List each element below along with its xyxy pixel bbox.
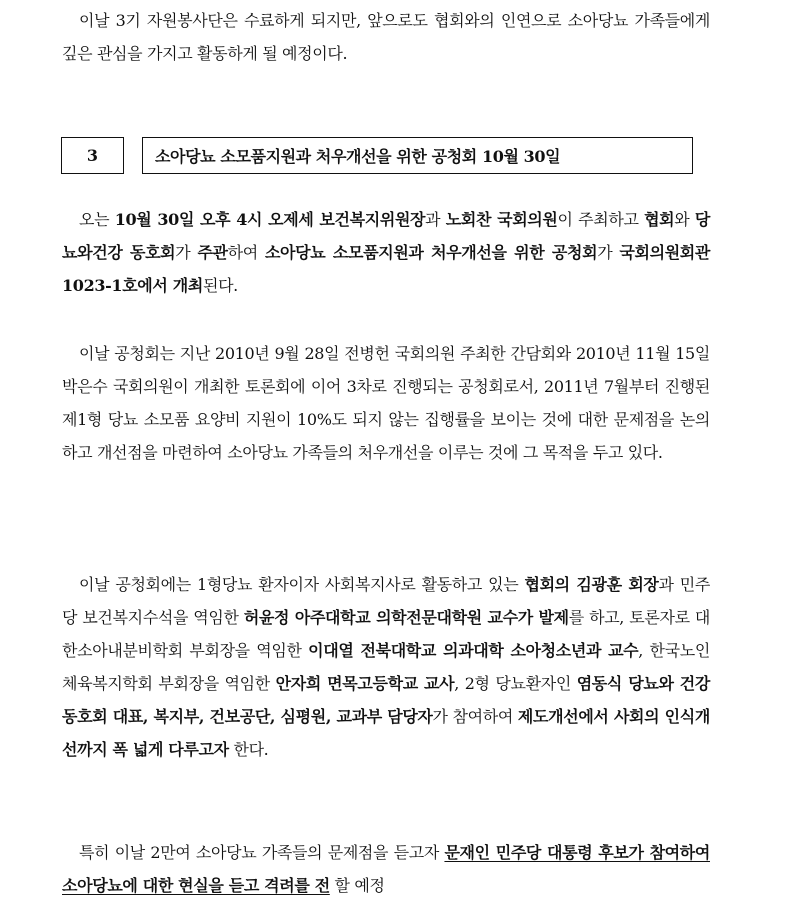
p3-bold-4: 안자희 면목고등학교 교사 (275, 674, 455, 693)
section-title: 소아당뇨 소모품지원과 처우개선을 위한 공청회 10월 30일 (155, 147, 561, 166)
p1-text-3: 이 주최하고 (557, 210, 645, 229)
p3-text-7: 한다. (228, 740, 269, 759)
p3-bold-5: 염동식 당뇨와 건강동호회 대표, 복지부, 건보공단, 심평원, 교과부 담당자 (62, 674, 710, 726)
p1-bold-7: 국회의원회관 1023-1호에서 개최 (62, 243, 711, 295)
p1-text-7: 가 (597, 243, 620, 262)
p1-text-4: 와 (674, 210, 695, 229)
section-number: 3 (86, 146, 99, 165)
p3-text-5: , 2형 당뇨환자인 (454, 674, 577, 693)
p1-bold-2: 노회찬 국회의원 (445, 210, 558, 229)
p3-bold-3: 이대열 전북대학교 의과대학 소아청소년과 교수 (308, 641, 639, 660)
p1-bold-3: 협회 (644, 210, 675, 229)
p3-bold-6: 제도개선에서 사회의 인식개선까지 폭 넓게 다루고자 (62, 707, 710, 759)
p3-text-1: 이날 공청회에는 1형당뇨 환자이자 사회복지사로 활동하고 있는 (79, 575, 525, 594)
paragraph-3 (62, 568, 710, 766)
p1-text-2: 과 (425, 210, 446, 229)
p3-text-2: 과 민주당 보건복지수석을 역임한 (62, 575, 710, 627)
section-title-box (142, 137, 693, 174)
p3-bold-2: 허윤정 아주대학교 의학전문대학원 교수가 발제 (243, 608, 569, 627)
p1-text-6: 하여 (227, 243, 265, 262)
paragraph-1 (62, 203, 710, 302)
paragraph-4 (62, 836, 710, 902)
p4-text-2: 할 예정 (329, 876, 385, 895)
p3-text-3: 를 하고, 토론자로 대한소아내분비학회 부회장을 역임한 (62, 608, 711, 660)
p1-bold-4: 당뇨와건강 동호회 (62, 210, 710, 262)
section-number-box (61, 137, 124, 174)
p1-bold-1: 10월 30일 오후 4시 오제세 보건복지위원장 (114, 210, 426, 229)
p1-bold-6: 소아당뇨 소모품지원과 처우개선을 위한 공청회 (264, 243, 598, 262)
p1-bold-5: 주관 (197, 243, 228, 262)
intro-text: 이날 3기 자원봉사단은 수료하게 되지만, 앞으로도 협회와의 인연으로 소아당뇨 가족들에게 깊은 관심을 가지고 활동하게 될 예정이다. (62, 11, 710, 63)
p3-text-6: 가 참여하여 (432, 707, 518, 726)
p2-text: 이날 공청회는 지난 2010년 9월 28일 전병헌 국회의원 주최한 간담회와 2010년 11월 15일 박은수 국회의원이 개최한 토론회에 이어 3차로 진행되는 공청회로서, 2011년 7월부터 진행된 제1형 당뇨 소모품 요양비 지원이 10%도 되지 않는 집행률을 보이는 것에 대한 문제점을 논의하고 개선점을 마련하여 소아당뇨 가족들의 처우개선을 이루는 것에 그 목적을 두고 있다. (62, 344, 710, 462)
paragraph-2 (62, 337, 710, 469)
intro-paragraph (62, 4, 710, 70)
p3-text-4: , 한국노인체육복지학회 부회장을 역임한 (62, 641, 710, 693)
p4-text-1: 특히 이날 2만여 소아당뇨 가족들의 문제점을 듣고자 (79, 843, 445, 862)
p4-underlined: 문재인 민주당 대통령 후보가 참여하여 소아당뇨에 대한 현실을 듣고 격려를 전 (62, 843, 710, 895)
p1-text-1: 오는 (79, 210, 115, 229)
p3-bold-1: 협회의 김광훈 회장 (524, 575, 659, 594)
p1-text-5: 가 (175, 243, 198, 262)
p1-text-8: 된다. (202, 276, 238, 295)
